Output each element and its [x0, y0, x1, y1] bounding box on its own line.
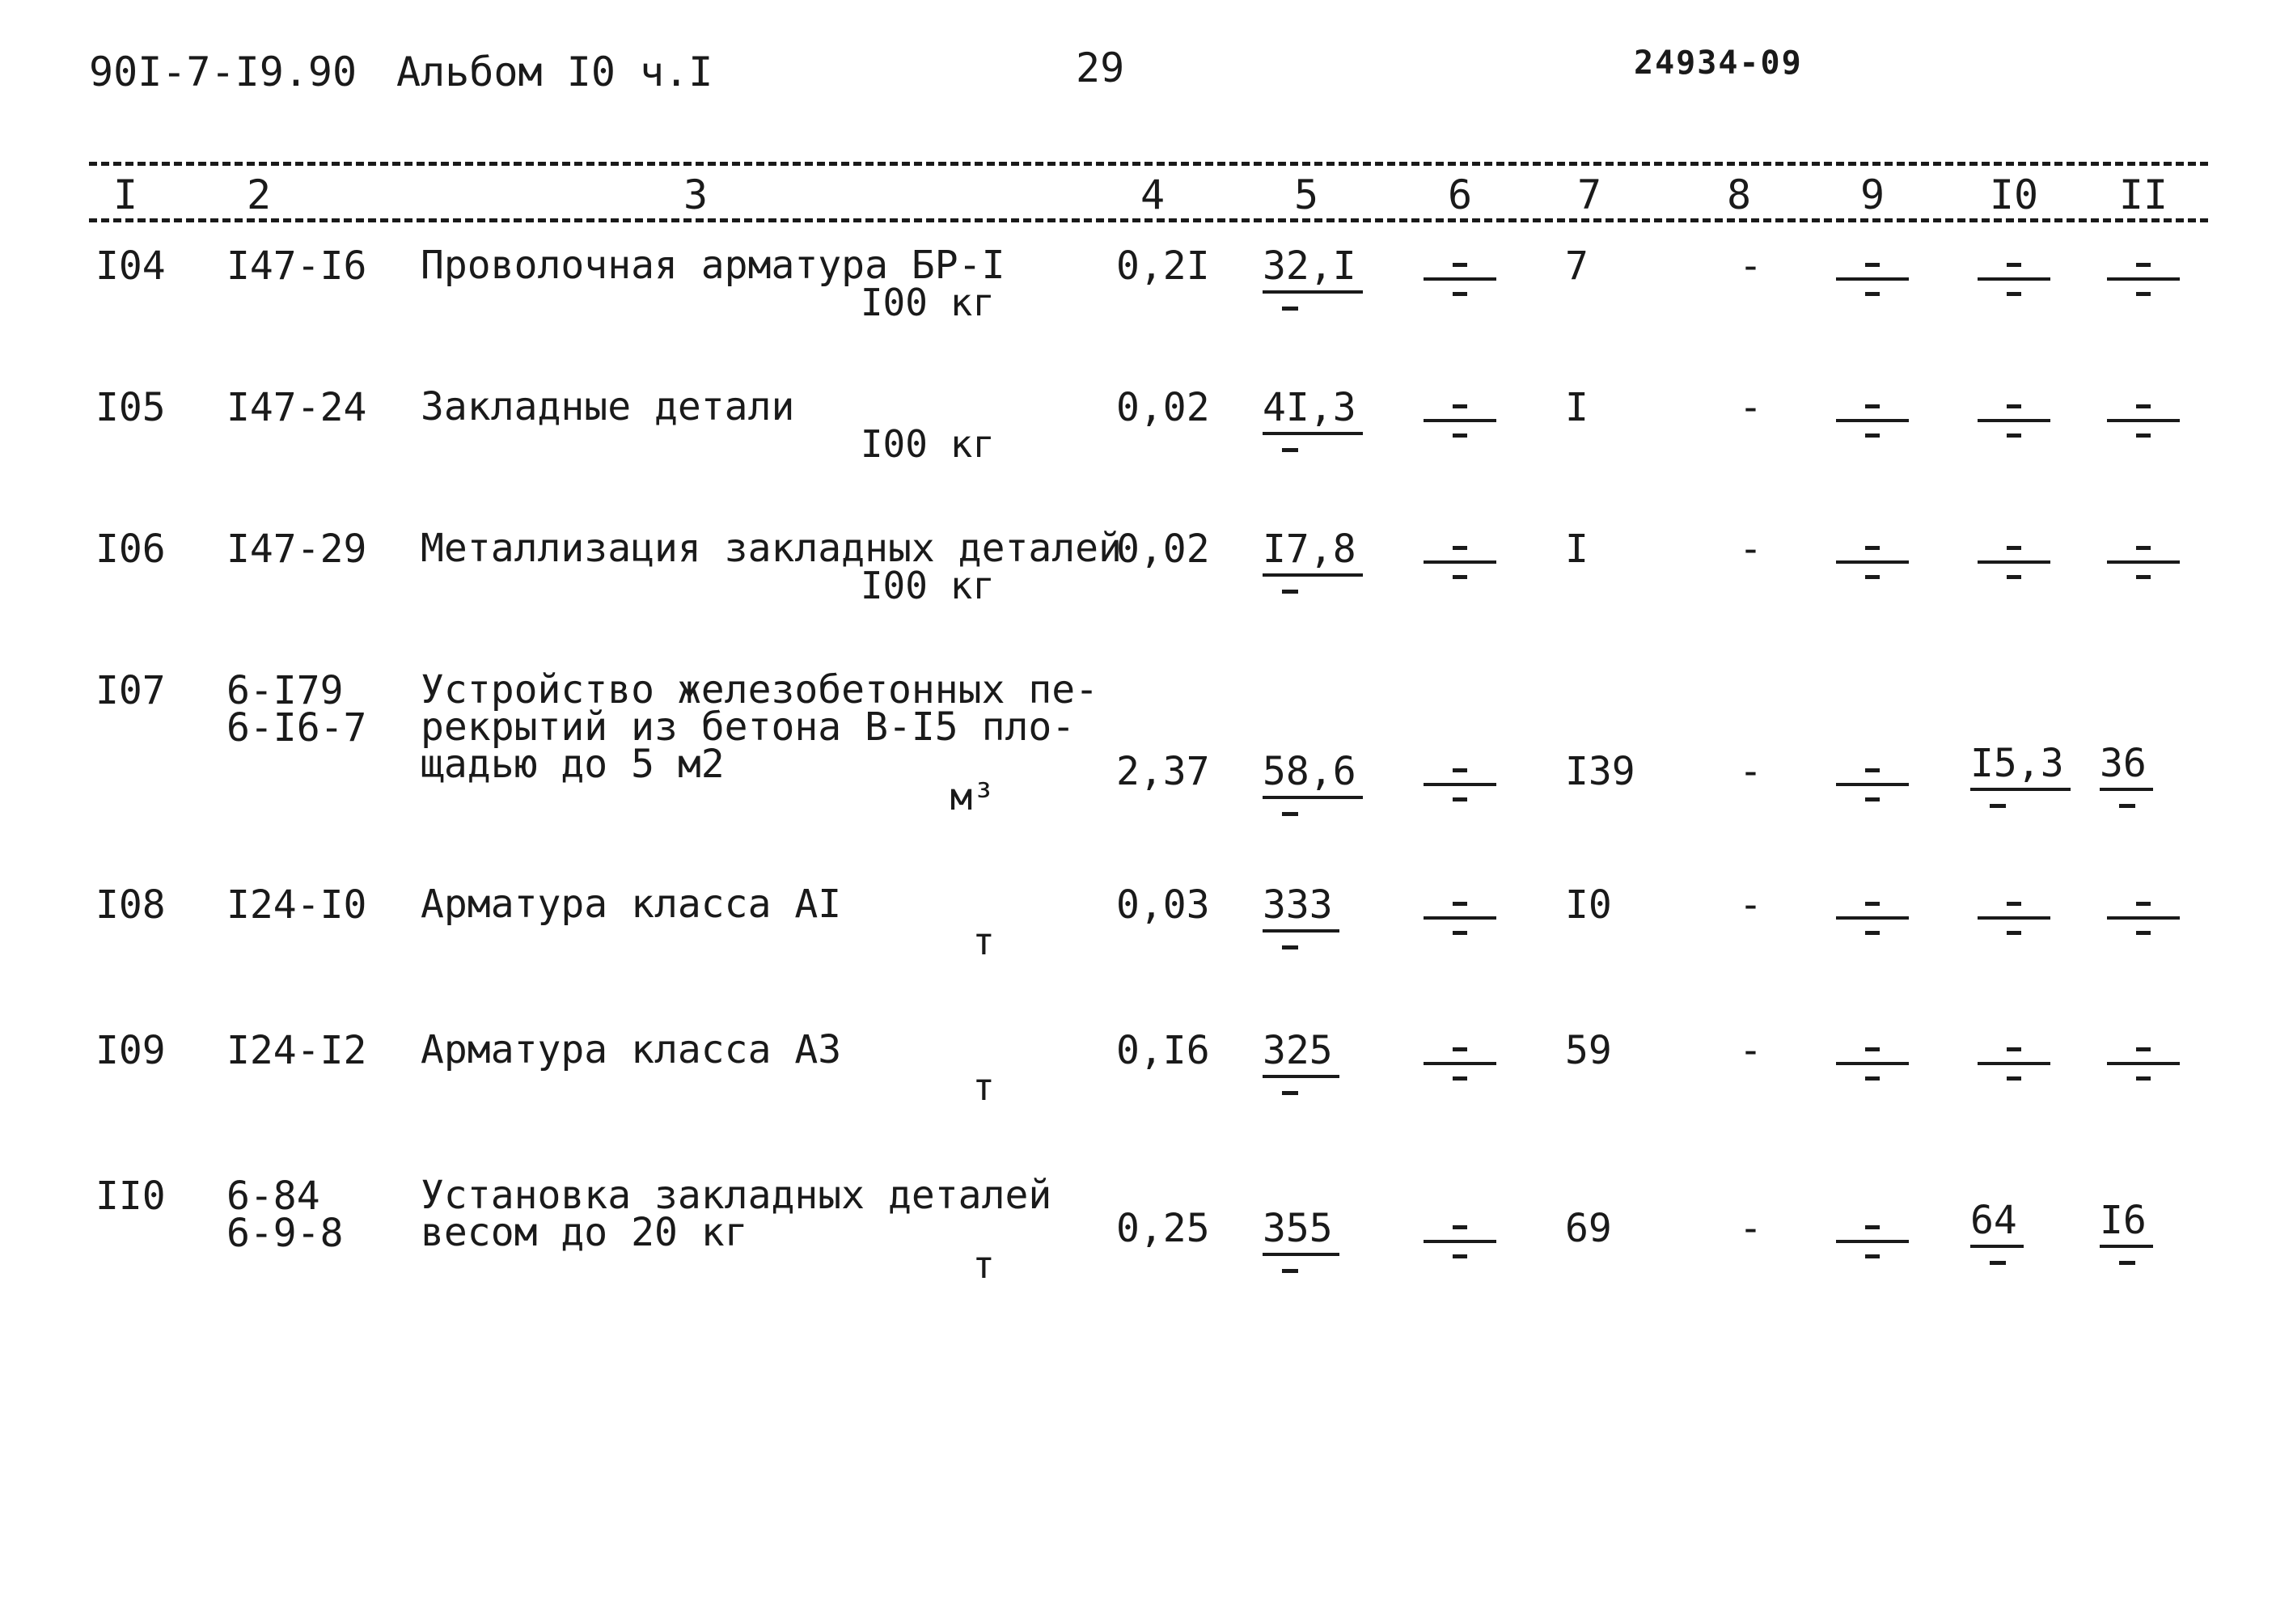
rate-code: I24-I0	[226, 882, 367, 928]
page-number: 29	[1076, 44, 1125, 91]
fraction-bar	[1836, 1240, 1909, 1243]
empty-fraction-col10	[1978, 239, 2050, 303]
work-description: Металлизация закладных деталей	[421, 526, 1122, 571]
fraction-dash-top	[1453, 404, 1467, 408]
fraction-bar	[1424, 277, 1496, 281]
fraction-dash-top	[2007, 263, 2021, 267]
fraction-dash-bottom	[1282, 812, 1298, 816]
fraction-dash-bottom	[2007, 931, 2021, 935]
column-number: 4	[1140, 171, 1166, 218]
fraction-dash-bottom	[1865, 931, 1880, 935]
col7-value: 7	[1565, 243, 1589, 289]
measurement-unit: I00 кг	[860, 281, 995, 324]
fraction-dash-bottom	[1453, 292, 1467, 296]
empty-fraction-col10	[1978, 878, 2050, 942]
work-description: весом до 20 кг	[421, 1210, 748, 1255]
empty-fraction-col11	[2107, 878, 2180, 942]
work-description: Устройство железобетонных пе-	[421, 667, 1099, 713]
fraction-dash-bottom	[2119, 1261, 2135, 1265]
col10-fraction	[1965, 1198, 2071, 1274]
fraction-dash-top	[1865, 404, 1880, 408]
fraction-bar	[1424, 1062, 1496, 1065]
fraction-dash-bottom	[1865, 1076, 1880, 1081]
row-number: I06	[95, 527, 166, 572]
fraction-bar	[1978, 916, 2050, 920]
column-number: 8	[1726, 171, 1752, 218]
fraction-dash-bottom	[1865, 433, 1880, 438]
fraction-dash-top	[1453, 1225, 1467, 1229]
col7-value: I0	[1565, 882, 1612, 928]
fraction-dash-bottom	[1453, 1076, 1467, 1081]
fraction-dash-top	[1453, 1047, 1467, 1051]
fraction-dash-bottom	[1282, 448, 1298, 452]
column-number: 2	[246, 171, 272, 218]
fraction-value: 58,6	[1263, 752, 1363, 799]
fraction-value: I5,3	[1970, 744, 2071, 791]
fraction-dash-bottom	[1282, 1091, 1298, 1095]
fraction-dash-bottom	[1453, 433, 1467, 438]
empty-fraction-col9	[1836, 744, 1909, 809]
column-number: I0	[1989, 171, 2039, 218]
measurement-unit: I00 кг	[860, 422, 995, 466]
fraction-dash-top	[1865, 1225, 1880, 1229]
registration-stamp: 24934-09	[1634, 44, 1803, 82]
column-number: 9	[1859, 171, 1885, 218]
fraction-dash-top	[1865, 1047, 1880, 1051]
rate-code: 6-I79	[226, 668, 344, 713]
fraction-value: I7,8	[1263, 530, 1363, 577]
fraction-dash-top	[1453, 263, 1467, 267]
rate-code: 6-I6-7	[226, 705, 367, 751]
fraction-bar	[2107, 1062, 2180, 1065]
fraction-dash-bottom	[1282, 590, 1298, 594]
rate-code: I47-29	[226, 527, 367, 572]
fraction-value: 32,I	[1263, 247, 1363, 294]
fraction-bar	[2107, 419, 2180, 422]
fraction-dash-top	[1453, 768, 1467, 772]
fraction-dash-bottom	[1990, 1261, 2006, 1265]
col8-dash: -	[1739, 1028, 1762, 1073]
fraction-value: 64	[1970, 1201, 2024, 1248]
fraction-bar	[1424, 419, 1496, 422]
fraction-bar	[1424, 916, 1496, 920]
fraction-dash-top	[1865, 263, 1880, 267]
fraction-dash-bottom	[2136, 433, 2151, 438]
column-number: 3	[683, 171, 709, 218]
col10-fraction	[1965, 741, 2071, 817]
fraction-dash-top	[2007, 404, 2021, 408]
measurement-unit: т	[972, 920, 995, 963]
fraction-bar	[1424, 560, 1496, 564]
column-number: I	[112, 171, 138, 218]
quantity-value: 0,02	[1116, 527, 1210, 572]
fraction-dash-bottom	[2136, 575, 2151, 579]
fraction-dash-bottom	[1282, 307, 1298, 311]
fraction-bar	[1836, 1062, 1909, 1065]
col7-value: I	[1565, 385, 1589, 430]
rate-code: 6-84	[226, 1174, 320, 1219]
fraction-bar	[2107, 916, 2180, 920]
fraction-dash-top	[2136, 902, 2151, 906]
cost-fraction	[1258, 1028, 1363, 1104]
quantity-value: 2,37	[1116, 749, 1210, 794]
fraction-dash-top	[2007, 546, 2021, 550]
empty-fraction-col10	[1978, 380, 2050, 445]
fraction-value: 333	[1263, 886, 1339, 933]
work-description: Установка закладных деталей	[421, 1173, 1052, 1218]
col8-dash: -	[1739, 882, 1762, 928]
fraction-bar	[1978, 419, 2050, 422]
fraction-dash-bottom	[1865, 292, 1880, 296]
col8-dash: -	[1739, 1206, 1762, 1251]
fraction-dash-bottom	[1990, 804, 2006, 808]
document-code: 90I-7-I9.90	[89, 49, 357, 95]
col8-dash: -	[1739, 527, 1762, 572]
empty-fraction-col6	[1424, 522, 1496, 586]
empty-fraction-col9	[1836, 878, 1909, 942]
fraction-dash-top	[1865, 902, 1880, 906]
fraction-dash-bottom	[1453, 797, 1467, 801]
col8-dash: -	[1739, 385, 1762, 430]
quantity-value: 0,25	[1116, 1206, 1210, 1251]
row-number: I09	[95, 1028, 166, 1073]
empty-fraction-col6	[1424, 380, 1496, 445]
cost-fraction	[1258, 1206, 1363, 1282]
col8-dash: -	[1739, 749, 1762, 794]
work-description: Закладные детали	[421, 384, 795, 429]
empty-fraction-col9	[1836, 1023, 1909, 1088]
fraction-dash-top	[1865, 768, 1880, 772]
fraction-dash-bottom	[1865, 797, 1880, 801]
column-number: 5	[1293, 171, 1319, 218]
fraction-dash-top	[2136, 404, 2151, 408]
fraction-dash-bottom	[2119, 804, 2135, 808]
fraction-dash-bottom	[2007, 1076, 2021, 1081]
quantity-value: 0,03	[1116, 882, 1210, 928]
empty-fraction-col9	[1836, 380, 1909, 445]
fraction-bar	[1836, 783, 1909, 786]
fraction-dash-top	[1453, 902, 1467, 906]
fraction-value: 36	[2100, 744, 2153, 791]
cost-fraction	[1258, 385, 1363, 461]
work-description: щадью до 5 м2	[421, 742, 725, 787]
fraction-dash-bottom	[2007, 575, 2021, 579]
fraction-value: I6	[2100, 1201, 2153, 1248]
cost-fraction	[1258, 749, 1363, 825]
row-number: I05	[95, 385, 166, 430]
column-number: II	[2118, 171, 2168, 218]
fraction-value: 325	[1263, 1031, 1339, 1078]
row-number: I07	[95, 668, 166, 713]
rate-code: 6-9-8	[226, 1211, 344, 1256]
rate-code: I47-24	[226, 385, 367, 430]
empty-fraction-col6	[1424, 239, 1496, 303]
fraction-bar	[1978, 560, 2050, 564]
header-bottom-rule	[89, 218, 2208, 222]
fraction-value: 4I,3	[1263, 388, 1363, 435]
empty-fraction-col11	[2107, 380, 2180, 445]
fraction-dash-top	[2136, 1047, 2151, 1051]
fraction-dash-bottom	[2136, 1076, 2151, 1081]
measurement-unit: м³	[950, 775, 995, 818]
fraction-value: 355	[1263, 1209, 1339, 1256]
measurement-unit: т	[972, 1065, 995, 1109]
fraction-dash-top	[2007, 1047, 2021, 1051]
fraction-dash-bottom	[2007, 292, 2021, 296]
fraction-dash-bottom	[1282, 945, 1298, 949]
empty-fraction-col10	[1978, 522, 2050, 586]
fraction-dash-bottom	[1453, 931, 1467, 935]
fraction-bar	[1836, 419, 1909, 422]
row-number: I08	[95, 882, 166, 928]
fraction-bar	[1836, 560, 1909, 564]
empty-fraction-col6	[1424, 1023, 1496, 1088]
fraction-dash-bottom	[2136, 931, 2151, 935]
work-description: рекрытий из бетона В-I5 пло-	[421, 704, 1076, 750]
measurement-unit: I00 кг	[860, 564, 995, 607]
fraction-dash-bottom	[1282, 1269, 1298, 1273]
col7-value: 69	[1565, 1206, 1612, 1251]
empty-fraction-col11	[2107, 522, 2180, 586]
work-description: Арматура класса АI	[421, 882, 842, 927]
col8-dash: -	[1739, 243, 1762, 289]
fraction-bar	[1424, 783, 1496, 786]
quantity-value: 0,02	[1116, 385, 1210, 430]
cost-fraction	[1258, 882, 1363, 958]
quantity-value: 0,I6	[1116, 1028, 1210, 1073]
row-number: II0	[95, 1174, 166, 1219]
fraction-bar	[2107, 277, 2180, 281]
empty-fraction-col6	[1424, 744, 1496, 809]
cost-fraction	[1258, 527, 1363, 603]
album-label: Альбом I0 ч.I	[396, 49, 713, 95]
fraction-dash-bottom	[1453, 575, 1467, 579]
header-top-rule	[89, 162, 2208, 166]
empty-fraction-col11	[2107, 1023, 2180, 1088]
col11-fraction	[2095, 1198, 2200, 1274]
col7-value: I39	[1565, 749, 1635, 794]
work-description: Арматура класса А3	[421, 1027, 842, 1072]
fraction-bar	[1978, 277, 2050, 281]
fraction-dash-bottom	[2007, 433, 2021, 438]
column-number: 7	[1576, 171, 1602, 218]
fraction-bar	[1836, 916, 1909, 920]
empty-fraction-col6	[1424, 1201, 1496, 1266]
fraction-dash-top	[1453, 546, 1467, 550]
fraction-bar	[2107, 560, 2180, 564]
empty-fraction-col9	[1836, 239, 1909, 303]
measurement-unit: т	[972, 1243, 995, 1287]
fraction-bar	[1978, 1062, 2050, 1065]
fraction-dash-bottom	[2136, 292, 2151, 296]
fraction-dash-top	[1865, 546, 1880, 550]
rate-code: I47-I6	[226, 243, 367, 289]
col7-value: I	[1565, 527, 1589, 572]
fraction-dash-top	[2136, 546, 2151, 550]
empty-fraction-col10	[1978, 1023, 2050, 1088]
empty-fraction-col9	[1836, 1201, 1909, 1266]
col7-value: 59	[1565, 1028, 1612, 1073]
fraction-dash-top	[2136, 263, 2151, 267]
col11-fraction	[2095, 741, 2200, 817]
fraction-bar	[1836, 277, 1909, 281]
work-description: Проволочная арматура БР-I	[421, 243, 1005, 288]
fraction-dash-bottom	[1865, 1254, 1880, 1258]
fraction-dash-top	[2007, 902, 2021, 906]
column-number: 6	[1447, 171, 1473, 218]
fraction-dash-bottom	[1453, 1254, 1467, 1258]
cost-fraction	[1258, 243, 1363, 319]
empty-fraction-col11	[2107, 239, 2180, 303]
quantity-value: 0,2I	[1116, 243, 1210, 289]
empty-fraction-col9	[1836, 522, 1909, 586]
fraction-bar	[1424, 1240, 1496, 1243]
row-number: I04	[95, 243, 166, 289]
empty-fraction-col6	[1424, 878, 1496, 942]
rate-code: I24-I2	[226, 1028, 367, 1073]
fraction-dash-bottom	[1865, 575, 1880, 579]
